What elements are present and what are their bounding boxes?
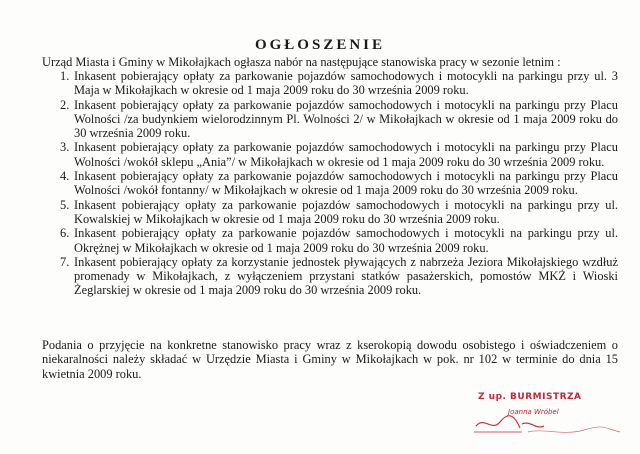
item-number: 6. [60, 226, 70, 241]
document-title: OGŁOSZENIE [254, 37, 386, 53]
item-number: 3. [60, 140, 70, 155]
item-text: Inkasent pobierający opłaty za parkowanie pojazdów samochodowych i motocykli na parkingu przy ul. Kowalskiej w Mikołajkach w okresie od 1 maja 2009 roku do 30 września 2009 roku. [74, 197, 618, 226]
item-number: 5. [60, 197, 70, 212]
closing-paragraph: Podania o przyjęcie na konkretne stanowisko pracy wraz z kserokopią dowodu osobistego i oświadczeniem o niekaralności należy składać w Urzędzie Miasta i Gminy w Mikołajkach w pok. nr 102 w terminie do dnia 15 kwietnia 2009 roku. [42, 338, 618, 381]
official-stamp [474, 392, 624, 442]
item-number: 7. [60, 254, 70, 269]
intro-paragraph: Urząd Miasta i Gminy w Mikołajkach ogłasza nabór na następujące stanowiska pracy w sezonie letnim : [42, 55, 561, 69]
item-text: Inkasent pobierający opłaty za parkowanie pojazdów samochodowych i motocykli na parkingu przy Placu Wolności /wokół sklepu „Ania”/ w Mikołajkach w okresie od 1 maja 2009 roku do 30 września 2009 roku. [74, 140, 618, 169]
list-item [56, 255, 618, 298]
list-item [56, 169, 618, 198]
item-text: Inkasent pobierający opłaty za parkowanie pojazdów samochodowych i motocykli na parkingu przy Placu Wolności /za budynkiem wielorodzinnym Pl. Wolności 2/ w Mikołajkach w okresie od 1 maja 2009 roku do 30 września 2009 roku. [74, 97, 618, 141]
list-item [56, 69, 618, 98]
stamp-role: Z up. BURMISTRZA [478, 392, 582, 402]
signature-icon [474, 402, 624, 442]
item-number: 1. [60, 69, 70, 83]
stamp-name: Joanna Wróbel [508, 408, 559, 416]
list-item [56, 98, 618, 141]
item-text: Inkasent pobierający opłaty za parkowanie pojazdów samochodowych i motocykli na parkingu przy ul. 3 Maja w Mikołajkach w okresie od 1 maja 2009 roku do 30 września 2009 roku. [74, 69, 618, 98]
item-text: Inkasent pobierający opłaty za korzystanie jednostek pływających z nabrzeża Jeziora Mikołajskiego wzdłuż promenady w Mikołajkach, z wyłączeniem przystani statków pasażerskich, pomostów MKŻ i Wioski Żeglarskiej w okresie od 1 maja 2009 roku do 30 września 2009 roku. [74, 254, 618, 298]
item-number: 2. [60, 97, 70, 112]
list-item [56, 226, 618, 255]
job-list [56, 69, 618, 298]
item-text: Inkasent pobierający opłaty za parkowanie pojazdów samochodowych i motocykli na parkingu przy ul. Okrężnej w Mikołajkach w okresie od 1 maja 2009 roku do 30 września 2009 roku. [74, 226, 618, 255]
item-number: 4. [60, 169, 70, 184]
list-item [56, 198, 618, 227]
list-item [56, 140, 618, 169]
item-text: Inkasent pobierający opłaty za parkowanie pojazdów samochodowych i motocykli na parkingu przy Placu Wolności /wokół fontanny/ w Mikołajkach w okresie od 1 maja 2009 roku do 30 września 2009 roku. [74, 169, 618, 198]
